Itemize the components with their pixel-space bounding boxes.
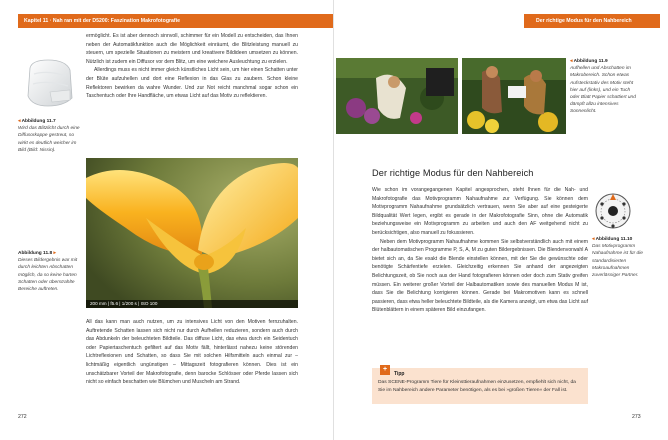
diffuser-illustration bbox=[20, 54, 78, 112]
left-page-number: 272 bbox=[18, 414, 27, 420]
caption-fig-11-10 bbox=[592, 236, 652, 279]
garden-scene-image bbox=[336, 58, 458, 134]
tip-text: Das SCENE-Programm Tiere für Kleinsttieraufnahmen einzusetzen, empfiehlt sich nicht, da Sie im Nahbereich andere Parameter benötigen, als es bei »großen Tieren« der Fall ist. bbox=[378, 380, 576, 393]
paragraph: Neben dem Motivprogramm Nahaufnahme kommen Sie selbstverständlich auch mit einem der halbautomatischen Programme P, S, A, M zu guten Bildergebnissen. Die Blendenvorwahl A bietet sich an, da Sie exakt die Blende einstellen können, mit der Sie die gewünschte oder benötigte Schärfentiefe erzielen. Gleichzeitig erkennen Sie anhand der angezeigten Belichtungszeit, ob Sie noch aus der Hand fotografieren können oder doch zum Stativ greifen müssen. Ein weiterer großer Vorteil der Halbautomatiken sowie des manuellen Modus M ist, dass Sie die Belichtung korrigieren können. Gerade bei Makromotiven kann es schnell passieren, dass etwa heller beleuchtete Bildteile, als die Kamera anzeigt, um etwa das Licht auf Blütenblättern in einem späteren Bild einzufangen. bbox=[372, 238, 588, 314]
left-body-bottom bbox=[86, 318, 298, 387]
paragraph: Allerdings muss es nicht immer gleich künstliches Licht sein, um hier einen Schatten unter der Blüte aufzuhellen und dort eine Reflexion in das Glas zu zaubern. Schon kleine Reflektoren bewirken da wahre Wunder. Und zur Not reicht manchmal sogar schon ein Taschentuch oder Ihre Handfläche, um etwas Licht auf das Motiv zu reflektieren. bbox=[86, 67, 298, 100]
caption-fig-11-8 bbox=[18, 250, 84, 293]
poppy-flower-image bbox=[86, 158, 298, 308]
caption-text: Aufhellen und Abschatten im Makrobereich. Schon etwas Aufsteckstativ des Motiv steht hier auf (links), und ein Tuch oder Blatt Papier schattiert und dämpft allzu intensives Sonnenlicht. bbox=[570, 66, 636, 115]
paragraph: All das kann man auch nutzen, um zu intensives Licht von den Motiven fernzuhalten. Auftretende Schatten lassen sich nicht nur durch Aufhellen reduzieren, sondern auch durch das Abdunkeln der beleuchteten Bildteile. Das diffuse Licht, das etwa durch ein Seidentuch oder Papiertaschentuch gefiltert auf das Motiv fällt, hinterlässt nahezu keine störenden Lichtreflexionen und Schatten, so dass Sie mit solchen Hilfsmitteln auch einmal zur – lichtmäßig eigentlich ungünstigen – Mittagszeit fotografieren können. Dies ist ein unschätzbarer Vorteil der Makrofotografie, denn barocke Schlösser oder Pferde lassen sich nicht so einfach beschatten wie Blümchen und Muscheln am Strand. bbox=[86, 319, 298, 386]
diffuser-photo bbox=[20, 54, 78, 112]
caption-fig-11-9 bbox=[570, 58, 640, 116]
garden-photo-left bbox=[336, 58, 458, 134]
flower-photo bbox=[86, 158, 298, 308]
plus-icon: + bbox=[380, 365, 390, 375]
caption-title: ◂ Abbildung 11.9 bbox=[570, 59, 608, 64]
caption-title: ◂ Abbildung 11.7 bbox=[18, 119, 56, 124]
section-heading: Der richtige Modus für den Nahbereich bbox=[372, 168, 534, 178]
paragraph: Wie schon im vorangegangenen Kapitel angesprochen, steht Ihnen für die Nah- und Makrofotografie das Motivprogramm Nahaufnahme zur Verfügung. Sie können dem Motivprogramm Nahaufnahme grundsätzlich vertrauen, wenn Sie aber auf eine gesteigerte Bildqualität Wert legen, ergibt es gerade in der Makrofotografie Sinn, ohne die Automatik beziehungsweise ein Motivprogramm zu arbeiten und auch den AF weitgehend nicht zu berücksichtigen, also manuell zu fokussieren. bbox=[372, 187, 588, 236]
photographer-scene-image bbox=[462, 58, 566, 134]
tip-box bbox=[372, 368, 588, 404]
caption-text: Das Motivprogramm Nahaufnahme ist für die standardisierten Makroaufnahmen zuverlässiger Partner. bbox=[592, 244, 643, 279]
right-running-header: Der richtige Modus für den Nahbereich bbox=[524, 14, 660, 28]
right-page-number: 273 bbox=[632, 414, 641, 420]
left-body-top bbox=[86, 32, 298, 101]
paragraph: ermöglicht. Es ist aber dennoch sinnvoll, schimmer für ein Modell zu entscheiden, das Ihnen neben der Automatikfunktion auch die Möglichkeit einräumt, die Blitzleistung manuell zu steuern, um spezielle Situationen zu meistern und kreativere Bildideen umsetzen zu können. Nützlich ist zudem ein Diffusor vor dem Blitz, um eine weichere Ausleuchtung zu erzielen. bbox=[86, 33, 298, 65]
tip-title: Tipp bbox=[394, 371, 405, 377]
caption-text: Wird das Blitzlicht durch eine Diffusorkappe gestreut, so wirkt es deutlich weicher im Bild (Bild: Nissin). bbox=[18, 126, 80, 153]
right-body bbox=[372, 186, 588, 315]
caption-fig-11-7 bbox=[18, 118, 84, 154]
garden-photo-right bbox=[462, 58, 566, 134]
photo-exif-bar: 200 mm | f5.6 | 1/200 s | ISO 100 bbox=[86, 300, 298, 308]
caption-title: Abbildung 11.8 ▸ bbox=[18, 251, 56, 256]
left-running-header: Kapitel 11 · Nah ran mit der D5200: Faszination Makrofotografie bbox=[18, 14, 334, 28]
mode-dial-photo bbox=[594, 190, 632, 232]
caption-text: Dieses Bildergebnis war mit durch leichten Abschatten möglich, da so keine harten Schatten oder überstrahlte Bereiche auftreten. bbox=[18, 258, 78, 293]
mode-dial-icon bbox=[594, 190, 632, 232]
caption-title: ◂ Abbildung 11.10 bbox=[592, 237, 633, 242]
